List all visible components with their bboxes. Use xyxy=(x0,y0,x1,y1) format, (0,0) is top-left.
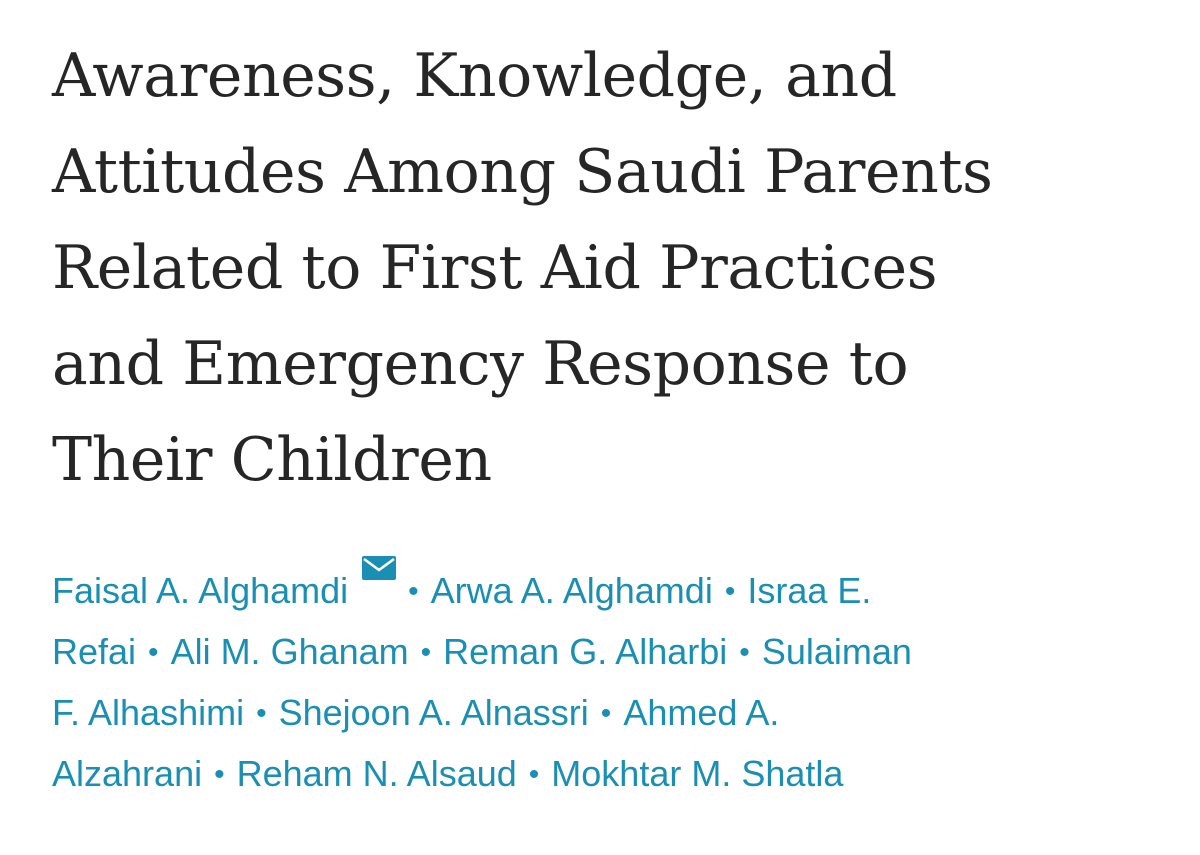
author-link[interactable]: Israa E. xyxy=(747,570,872,611)
author-link[interactable]: F. Alhashimi xyxy=(52,692,245,733)
author-link[interactable]: Shejoon A. Alnassri xyxy=(278,692,589,733)
author-separator: • xyxy=(724,575,736,608)
author-link[interactable]: Ahmed A. xyxy=(623,692,780,733)
author-link[interactable]: Refai xyxy=(52,631,137,672)
author-link[interactable]: Faisal A. Alghamdi xyxy=(52,570,349,611)
author-line xyxy=(52,684,1162,745)
author-separator: • xyxy=(148,636,159,669)
author-link[interactable]: Reham N. Alsaud xyxy=(236,753,517,794)
author-separator: • xyxy=(408,575,419,608)
author-link[interactable]: Arwa A. Alghamdi xyxy=(430,570,713,611)
author-link[interactable]: Alzahrani xyxy=(52,753,203,794)
title-line: and Emergency Response to xyxy=(52,329,909,399)
author-line xyxy=(52,745,1162,806)
title-line: Attitudes Among Saudi Parents xyxy=(52,137,993,207)
title-line: Awareness, Knowledge, and xyxy=(52,41,897,111)
author-link[interactable]: Mokhtar M. Shatla xyxy=(551,753,844,794)
author-separator: • xyxy=(600,697,612,730)
author-list xyxy=(52,562,1162,806)
author-separator: • xyxy=(214,758,225,791)
article-header xyxy=(52,28,1172,806)
author-separator: • xyxy=(420,636,432,669)
title-line: Their Children xyxy=(52,425,492,495)
title-line: Related to First Aid Practices xyxy=(52,233,938,303)
author-separator: • xyxy=(256,697,267,730)
article-title xyxy=(52,28,1172,508)
author-link[interactable]: Ali M. Ghanam xyxy=(170,631,409,672)
author-line xyxy=(52,623,1162,684)
envelope-icon[interactable] xyxy=(362,556,396,580)
author-link[interactable]: Reman G. Alharbi xyxy=(443,631,728,672)
author-line xyxy=(52,562,1162,623)
author-separator: • xyxy=(528,758,540,791)
author-separator: • xyxy=(739,636,750,669)
author-link[interactable]: Sulaiman xyxy=(761,631,912,672)
